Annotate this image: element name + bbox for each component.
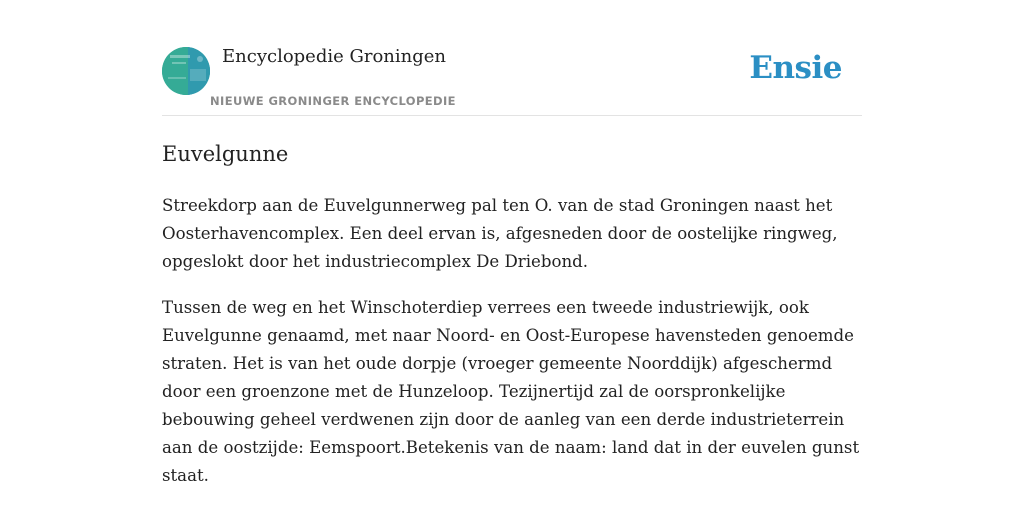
article-paragraph: Tussen de weg en het Winschoterdiep verrees een tweede industriewijk, ook Euvelgunne genaamd, met naar Noord- en Oost-Europese havensteden genoemde straten. Het is van het oude dorpje (vroeger gemeente Noorddijk) afgeschermd door een groenzone met de Hunzeloop. Tezijnertijd zal de oorspronkelijke bebouwing geheel verdwenen zijn door de aanleg van een derde industrieterrein aan de oostzijde: Eemspoort.Betekenis van de naam: land dat in der euvelen gunst staat. bbox=[162, 298, 860, 485]
site-title[interactable]: Encyclopedie Groningen bbox=[222, 46, 447, 67]
article-title: Euvelgunne bbox=[162, 142, 289, 166]
encyclopedia-logo-icon[interactable] bbox=[162, 47, 210, 95]
article-paragraph: Streekdorp aan de Euvelgunnerweg pal ten O. van de stad Groningen naast het Oosterhavencomplex. Een deel ervan is, afgesneden door de oostelijke ringweg, opgeslokt door het industriecomplex De Driebond. bbox=[162, 196, 838, 271]
site-header bbox=[162, 40, 862, 116]
site-subtitle: NIEUWE GRONINGER ENCYCLOPEDIE bbox=[210, 94, 456, 108]
article bbox=[162, 138, 862, 508]
ensie-brand-logo[interactable]: Ensie bbox=[749, 50, 842, 86]
article-body bbox=[162, 192, 862, 490]
